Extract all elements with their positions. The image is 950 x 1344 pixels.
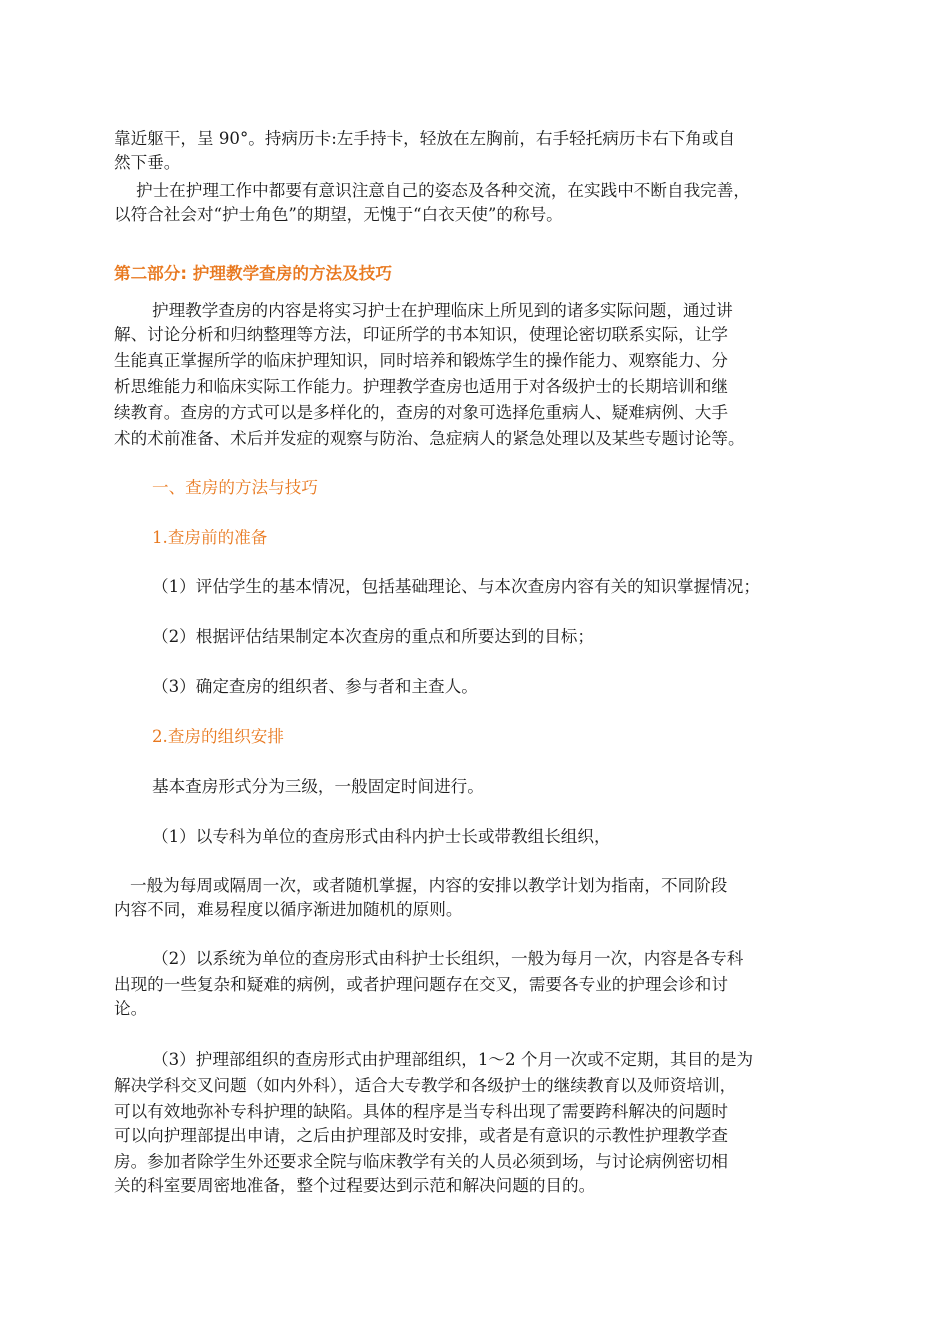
body-text-line: 论。 — [114, 999, 148, 1018]
body-text-line: 术的术前准备、术后并发症的观察与防治、急症病人的紧急处理以及某些专题讨论等。 — [114, 429, 745, 448]
body-text-line: 可以向护理部提出申请，之后由护理部及时安排，或者是有意识的示教性护理教学查 — [114, 1126, 728, 1145]
list-item: （1）评估学生的基本情况，包括基础理论、与本次查房内容有关的知识掌握情况； — [152, 577, 760, 596]
subsection-heading: 一、查房的方法与技巧 — [152, 478, 318, 497]
list-item: （1）以专科为单位的查房形式由科内护士长或带教组长组织， — [152, 827, 611, 846]
body-text-line: 房。参加者除学生外还要求全院与临床教学有关的人员必须到场，与讨论病例密切相 — [114, 1152, 728, 1171]
body-text-line: 关的科室要周密地准备，整个过程要达到示范和解决问题的目的。 — [114, 1176, 596, 1195]
body-text-line: 析思维能力和临床实际工作能力。护理教学查房也适用于对各级护士的长期培训和继 — [114, 377, 728, 396]
body-text-line: 护理教学查房的内容是将实习护士在护理临床上所见到的诸多实际问题，通过讲 — [152, 301, 733, 320]
list-item: （3）确定查房的组织者、参与者和主查人。 — [152, 677, 478, 696]
body-text-line: 内容不同，难易程度以循序渐进加随机的原则。 — [114, 900, 463, 919]
body-text-line: 解决学科交叉问题（如内外科），适合大专教学和各级护士的继续教育以及师资培训， — [114, 1076, 737, 1095]
body-text-line: 续教育。查房的方式可以是多样化的，查房的对象可选择危重病人、疑难病例、大手 — [114, 403, 728, 422]
body-text-line: 然下垂。 — [114, 153, 181, 172]
body-text-line: 可以有效地弥补专科护理的缺陷。具体的程序是当专科出现了需要跨科解决的问题时 — [114, 1102, 728, 1121]
body-text-line: 一般为每周或隔周一次，或者随机掌握，内容的安排以教学计划为指南，不同阶段 — [130, 876, 728, 895]
list-item: （2）根据评估结果制定本次查房的重点和所要达到的目标； — [152, 627, 594, 646]
section-heading: 第二部分: 护理教学查房的方法及技巧 — [114, 264, 392, 283]
body-text-line: 基本查房形式分为三级，一般固定时间进行。 — [152, 777, 484, 796]
item-heading: 1.查房前的准备 — [152, 528, 268, 547]
body-text-line: 靠近躯干，呈 90°。持病历卡:左手持卡，轻放在左胸前，右手轻托病历卡右下角或自 — [114, 129, 736, 148]
body-text-line: 生能真正掌握所学的临床护理知识，同时培养和锻炼学生的操作能力、观察能力、分 — [114, 351, 728, 370]
list-item: （2）以系统为单位的查房形式由科护士长组织，一般为每月一次，内容是各专科 — [152, 949, 744, 968]
item-heading: 2.查房的组织安排 — [152, 727, 284, 746]
list-item: （3）护理部组织的查房形式由护理部组织，1～2 个月一次或不定期，其目的是为 — [152, 1050, 754, 1069]
body-text-line: 护士在护理工作中都要有意识注意自己的姿态及各种交流，在实践中不断自我完善， — [136, 181, 750, 200]
body-text-line: 以符合社会对“护士角色”的期望，无愧于“白衣天使”的称号。 — [114, 205, 563, 224]
body-text-line: 解、讨论分析和归纳整理等方法，印证所学的书本知识，使理论密切联系实际，让学 — [114, 325, 728, 344]
body-text-line: 出现的一些复杂和疑难的病例，或者护理问题存在交叉，需要各专业的护理会诊和讨 — [114, 975, 728, 994]
